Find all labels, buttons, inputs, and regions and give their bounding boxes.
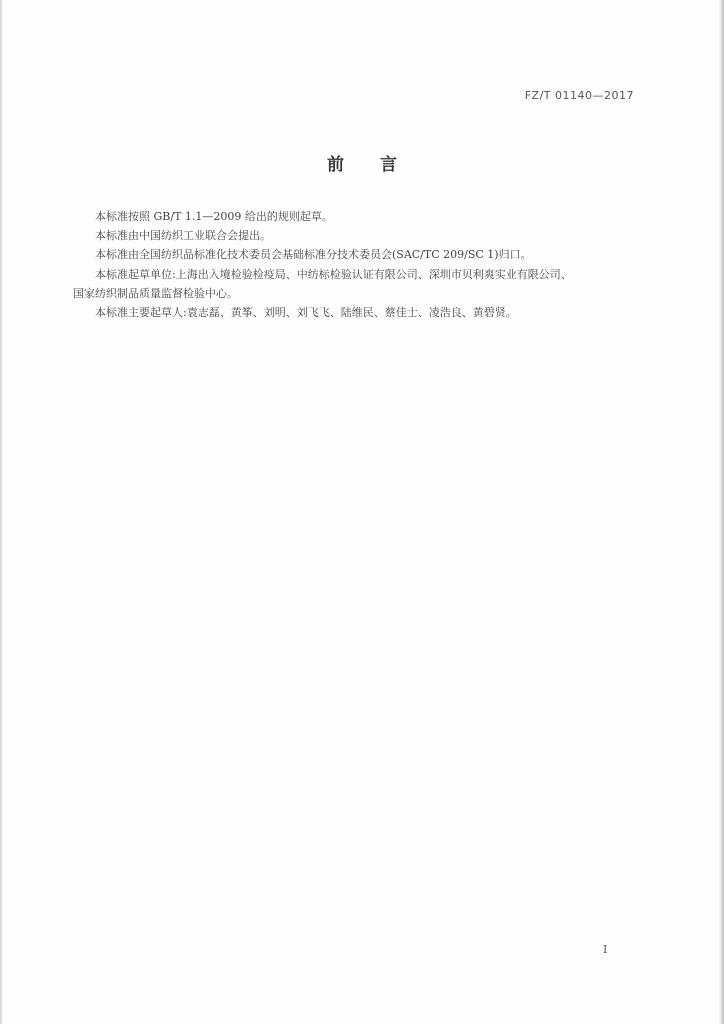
page-number: I xyxy=(603,943,608,956)
standard-number: FZ/T 01140—2017 xyxy=(524,89,634,102)
paragraph-drafting-units: 本标准起草单位:上海出入境检验检疫局、中纺标检验认证有限公司、深圳市贝利爽实业有限公司、 xyxy=(95,267,572,281)
paragraph-drafting-rules: 本标准按照 GB/T 1.1—2009 给出的规则起草。 xyxy=(95,210,333,223)
page-title: 前言 xyxy=(327,155,433,175)
foreword-body xyxy=(73,207,653,322)
paragraph-centralized-by: 本标准由全国纺织品标准化技术委员会基础标准分技术委员会(SAC/TC 209/SC 1)归口。 xyxy=(95,248,532,262)
paragraph-proposer: 本标准由中国纺织工业联合会提出。 xyxy=(95,229,271,243)
paragraph-drafting-units-continued: 国家纺织制品质量监督检验中心。 xyxy=(73,286,238,300)
paragraph-main-drafters: 本标准主要起草人:袁志磊、黄筝、刘明、刘飞飞、陆维民、蔡佳士、凌浩良、黄碧贤。 xyxy=(95,306,517,320)
